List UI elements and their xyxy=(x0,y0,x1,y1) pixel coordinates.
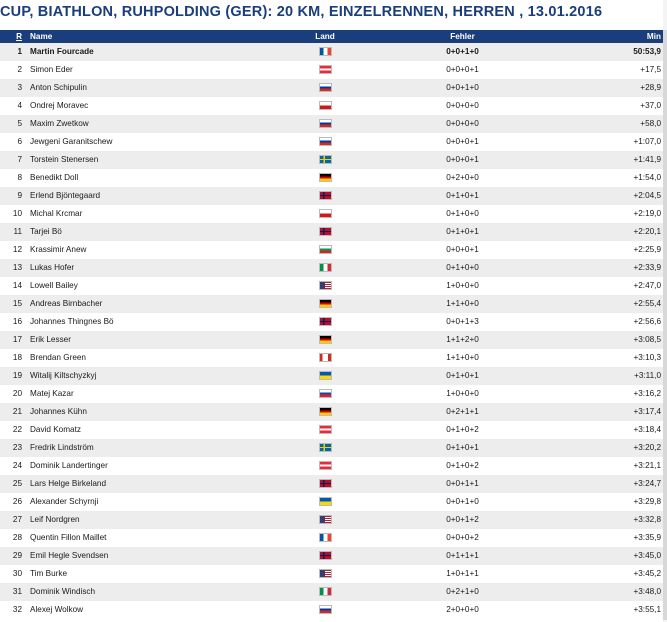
time-cell: +3:45,2 xyxy=(633,569,661,578)
rank-cell: 11 xyxy=(13,227,22,236)
se-flag-icon xyxy=(319,443,332,452)
time-cell: +3:10,3 xyxy=(633,353,661,362)
time-cell: +58,0 xyxy=(640,119,661,128)
cz-flag-icon xyxy=(319,209,332,218)
time-cell: +17,5 xyxy=(640,65,661,74)
table-row xyxy=(0,511,663,529)
athlete-name: Johannes Kühn xyxy=(30,407,87,416)
country-cell xyxy=(300,547,350,565)
table-row xyxy=(0,187,663,205)
time-cell: +2:33,9 xyxy=(633,263,661,272)
time-cell: +3:24,7 xyxy=(633,479,661,488)
shooting-errors: 0+2+1+1 xyxy=(446,407,479,416)
no-flag-icon xyxy=(319,479,332,488)
athlete-name: Lukas Hofer xyxy=(30,263,75,272)
us-flag-icon xyxy=(319,569,332,578)
rank-cell: 14 xyxy=(12,281,22,290)
athlete-name: Witalij Kiltschyzkyj xyxy=(30,371,97,380)
country-cell xyxy=(300,367,350,385)
shooting-errors: 0+0+1+0 xyxy=(446,83,479,92)
country-cell xyxy=(300,295,350,313)
shooting-errors: 0+0+0+1 xyxy=(446,65,479,74)
country-cell xyxy=(300,565,350,583)
country-cell xyxy=(300,583,350,601)
at-flag-icon xyxy=(319,425,332,434)
athlete-name: Michal Krcmar xyxy=(30,209,83,218)
country-cell xyxy=(300,187,350,205)
ru-flag-icon xyxy=(319,119,332,128)
rank-cell: 22 xyxy=(12,425,22,434)
country-cell xyxy=(300,511,350,529)
athlete-name: Anton Schipulin xyxy=(30,83,87,92)
shooting-errors: 0+1+0+2 xyxy=(446,461,479,470)
country-cell xyxy=(300,79,350,97)
table-row xyxy=(0,223,663,241)
rank-cell: 28 xyxy=(12,533,22,542)
rank-cell: 24 xyxy=(12,461,22,470)
athlete-name: David Komatz xyxy=(30,425,81,434)
table-row xyxy=(0,61,663,79)
athlete-name: Lars Helge Birkeland xyxy=(30,479,107,488)
table-body xyxy=(0,43,663,619)
time-cell: +3:32,8 xyxy=(633,515,661,524)
name-column-header[interactable]: Name xyxy=(30,32,53,41)
time-cell: +3:11,0 xyxy=(634,371,661,380)
table-row xyxy=(0,133,663,151)
rank-cell: 2 xyxy=(17,65,22,74)
table-row xyxy=(0,79,663,97)
athlete-name: Brendan Green xyxy=(30,353,86,362)
page-title: CUP, BIATHLON, RUHPOLDING (GER): 20 KM, EINZELRENNEN, HERREN , 13.01.2016 xyxy=(0,4,603,20)
rank-cell: 20 xyxy=(12,389,22,398)
table-row xyxy=(0,205,663,223)
ua-flag-icon xyxy=(319,371,332,380)
rank-cell: 19 xyxy=(12,371,22,380)
shooting-errors: 0+0+1+0 xyxy=(446,47,479,56)
athlete-name: Benedikt Doll xyxy=(30,173,79,182)
table-row xyxy=(0,43,663,61)
no-flag-icon xyxy=(319,191,332,200)
time-cell: +2:56,6 xyxy=(633,317,661,326)
athlete-name: Tarjei Bö xyxy=(30,227,62,236)
fr-flag-icon xyxy=(319,47,332,56)
shooting-errors: 0+0+1+1 xyxy=(446,479,479,488)
ru-flag-icon xyxy=(319,83,332,92)
ua-flag-icon xyxy=(319,497,332,506)
fehler-column-header[interactable]: Fehler xyxy=(450,32,475,41)
shooting-errors: 0+1+0+1 xyxy=(446,191,479,200)
de-flag-icon xyxy=(319,407,332,416)
se-flag-icon xyxy=(319,155,332,164)
country-cell xyxy=(300,457,350,475)
rank-cell: 27 xyxy=(12,515,22,524)
shooting-errors: 1+0+1+1 xyxy=(446,569,479,578)
rank-cell: 29 xyxy=(12,551,22,560)
ca-flag-icon xyxy=(319,353,332,362)
shooting-errors: 0+1+1+1 xyxy=(446,551,479,560)
table-row xyxy=(0,277,663,295)
time-cell: +1:54,0 xyxy=(633,173,661,182)
athlete-name: Martin Fourcade xyxy=(30,47,94,56)
de-flag-icon xyxy=(319,299,332,308)
athlete-name: Maxim Zwetkow xyxy=(30,119,89,128)
rank-cell: 26 xyxy=(12,497,22,506)
rank-column-header[interactable]: R xyxy=(16,32,22,41)
time-cell: +3:21,1 xyxy=(633,461,661,470)
rank-cell: 18 xyxy=(12,353,22,362)
table-row xyxy=(0,493,663,511)
country-cell xyxy=(300,241,350,259)
table-row xyxy=(0,475,663,493)
country-cell xyxy=(300,493,350,511)
shooting-errors: 0+0+1+0 xyxy=(446,497,479,506)
time-cell: +2:25,9 xyxy=(633,245,661,254)
shooting-errors: 1+0+0+0 xyxy=(446,281,479,290)
table-header xyxy=(0,30,663,43)
athlete-name: Tim Burke xyxy=(30,569,67,578)
shooting-errors: 0+1+0+0 xyxy=(446,209,479,218)
time-cell: +3:55,1 xyxy=(633,605,661,614)
table-row xyxy=(0,313,663,331)
rank-cell: 15 xyxy=(12,299,22,308)
time-cell: +2:19,0 xyxy=(633,209,661,218)
rank-cell: 1 xyxy=(17,47,22,56)
ru-flag-icon xyxy=(319,137,332,146)
athlete-name: Alexej Wolkow xyxy=(30,605,84,614)
athlete-name: Ondrej Moravec xyxy=(30,101,89,110)
shooting-errors: 0+0+0+0 xyxy=(446,119,479,128)
shooting-errors: 1+1+2+0 xyxy=(446,335,479,344)
rank-cell: 12 xyxy=(12,245,22,254)
athlete-name: Jewgeni Garanitschew xyxy=(30,137,113,146)
country-cell xyxy=(300,61,350,79)
country-cell xyxy=(300,205,350,223)
shooting-errors: 1+0+0+0 xyxy=(446,389,479,398)
time-cell: +3:16,2 xyxy=(633,389,661,398)
table-row xyxy=(0,439,663,457)
no-flag-icon xyxy=(319,551,332,560)
athlete-name: Krassimir Anew xyxy=(30,245,87,254)
athlete-name: Alexander Schyrnji xyxy=(30,497,99,506)
country-cell xyxy=(300,151,350,169)
cz-flag-icon xyxy=(319,101,332,110)
time-cell: +3:20,2 xyxy=(633,443,661,452)
rank-cell: 21 xyxy=(12,407,22,416)
table-row xyxy=(0,151,663,169)
time-cell: +3:29,8 xyxy=(633,497,661,506)
table-row xyxy=(0,169,663,187)
rank-cell: 25 xyxy=(12,479,22,488)
de-flag-icon xyxy=(319,335,332,344)
rank-cell: 31 xyxy=(12,587,22,596)
shooting-errors: 1+1+0+0 xyxy=(446,353,479,362)
table-row xyxy=(0,421,663,439)
rank-cell: 7 xyxy=(17,155,22,164)
country-cell xyxy=(300,439,350,457)
country-cell xyxy=(300,97,350,115)
athlete-name: Quentin Fillon Maillet xyxy=(30,533,107,542)
header-row xyxy=(0,30,663,43)
rank-cell: 16 xyxy=(12,317,22,326)
it-flag-icon xyxy=(319,587,332,596)
de-flag-icon xyxy=(319,173,332,182)
time-cell: +2:47,0 xyxy=(633,281,661,290)
country-cell xyxy=(300,169,350,187)
time-cell: +3:45,0 xyxy=(633,551,661,560)
us-flag-icon xyxy=(319,281,332,290)
athlete-name: Erlend Bjöntegaard xyxy=(30,191,101,200)
rank-cell: 4 xyxy=(17,101,22,110)
shooting-errors: 0+0+0+1 xyxy=(446,245,479,254)
time-cell: +3:35,9 xyxy=(633,533,661,542)
country-cell xyxy=(300,277,350,295)
no-flag-icon xyxy=(319,227,332,236)
athlete-name: Lowell Bailey xyxy=(30,281,78,290)
shooting-errors: 0+0+0+0 xyxy=(446,101,479,110)
time-cell: +2:04,5 xyxy=(633,191,661,200)
table-row xyxy=(0,457,663,475)
time-cell: +28,9 xyxy=(640,83,661,92)
athlete-name: Torstein Stenersen xyxy=(30,155,99,164)
shooting-errors: 0+0+1+2 xyxy=(446,515,479,524)
table-row xyxy=(0,367,663,385)
us-flag-icon xyxy=(319,515,332,524)
athlete-name: Andreas Birnbacher xyxy=(30,299,103,308)
country-cell xyxy=(300,601,350,619)
rank-cell: 10 xyxy=(12,209,22,218)
country-cell xyxy=(300,133,350,151)
scrollbar-thumb[interactable] xyxy=(663,30,667,620)
shooting-errors: 0+1+0+0 xyxy=(446,263,479,272)
table-row xyxy=(0,115,663,133)
rank-cell: 13 xyxy=(12,263,22,272)
sk-flag-icon xyxy=(319,389,332,398)
country-cell xyxy=(300,43,350,61)
athlete-name: Fredrik Lindström xyxy=(30,443,94,452)
results-table xyxy=(0,30,663,619)
rank-cell: 5 xyxy=(17,119,22,128)
rank-cell: 30 xyxy=(12,569,22,578)
table-row xyxy=(0,583,663,601)
table-row xyxy=(0,565,663,583)
table-row xyxy=(0,385,663,403)
time-cell: +37,0 xyxy=(640,101,661,110)
athlete-name: Simon Eder xyxy=(30,65,73,74)
fr-flag-icon xyxy=(319,533,332,542)
shooting-errors: 0+0+0+2 xyxy=(446,533,479,542)
country-cell xyxy=(300,421,350,439)
athlete-name: Erik Lesser xyxy=(30,335,71,344)
time-cell: +3:18,4 xyxy=(633,425,661,434)
country-cell xyxy=(300,115,350,133)
time-cell: +1:07,0 xyxy=(633,137,661,146)
table-row xyxy=(0,601,663,619)
time-cell: +3:48,0 xyxy=(633,587,661,596)
country-cell xyxy=(300,313,350,331)
shooting-errors: 2+0+0+0 xyxy=(446,605,479,614)
table-row xyxy=(0,331,663,349)
athlete-name: Dominik Windisch xyxy=(30,587,96,596)
land-column-header[interactable]: Land xyxy=(315,32,335,41)
athlete-name: Leif Nordgren xyxy=(30,515,80,524)
time-cell: +3:17,4 xyxy=(633,407,661,416)
time-cell: +2:20,1 xyxy=(633,227,661,236)
min-column-header[interactable]: Min xyxy=(646,32,661,41)
athlete-name: Dominik Landertinger xyxy=(30,461,108,470)
shooting-errors: 0+1+0+1 xyxy=(446,371,479,380)
table-row xyxy=(0,241,663,259)
table-row xyxy=(0,547,663,565)
country-cell xyxy=(300,349,350,367)
it-flag-icon xyxy=(319,263,332,272)
rank-cell: 17 xyxy=(12,335,22,344)
shooting-errors: 0+1+0+1 xyxy=(446,443,479,452)
time-cell: +2:55,4 xyxy=(633,299,661,308)
rank-cell: 6 xyxy=(17,137,22,146)
country-cell xyxy=(300,529,350,547)
athlete-name: Emil Hegle Svendsen xyxy=(30,551,109,560)
shooting-errors: 0+0+0+1 xyxy=(446,155,479,164)
athlete-name: Matej Kazar xyxy=(30,389,74,398)
shooting-errors: 0+1+0+2 xyxy=(446,425,479,434)
table-row xyxy=(0,349,663,367)
country-cell xyxy=(300,259,350,277)
no-flag-icon xyxy=(319,317,332,326)
country-cell xyxy=(300,385,350,403)
table-row xyxy=(0,403,663,421)
rank-cell: 3 xyxy=(17,83,22,92)
shooting-errors: 1+1+0+0 xyxy=(446,299,479,308)
time-cell: 50:53,9 xyxy=(633,47,661,56)
shooting-errors: 0+1+0+1 xyxy=(446,227,479,236)
country-cell xyxy=(300,331,350,349)
country-cell xyxy=(300,403,350,421)
table-row xyxy=(0,295,663,313)
shooting-errors: 0+2+0+0 xyxy=(446,173,479,182)
shooting-errors: 0+2+1+0 xyxy=(446,587,479,596)
at-flag-icon xyxy=(319,65,332,74)
table-row xyxy=(0,259,663,277)
shooting-errors: 0+0+1+3 xyxy=(446,317,479,326)
rank-cell: 9 xyxy=(17,191,22,200)
table-row xyxy=(0,97,663,115)
country-cell xyxy=(300,223,350,241)
time-cell: +3:08,5 xyxy=(633,335,661,344)
at-flag-icon xyxy=(319,461,332,470)
time-cell: +1:41,9 xyxy=(633,155,661,164)
shooting-errors: 0+0+0+1 xyxy=(446,137,479,146)
rank-cell: 8 xyxy=(17,173,22,182)
rank-cell: 23 xyxy=(12,443,22,452)
ru-flag-icon xyxy=(319,605,332,614)
athlete-name: Johannes Thingnes Bö xyxy=(30,317,114,326)
bg-flag-icon xyxy=(319,245,332,254)
table-row xyxy=(0,529,663,547)
rank-cell: 32 xyxy=(12,605,22,614)
country-cell xyxy=(300,475,350,493)
